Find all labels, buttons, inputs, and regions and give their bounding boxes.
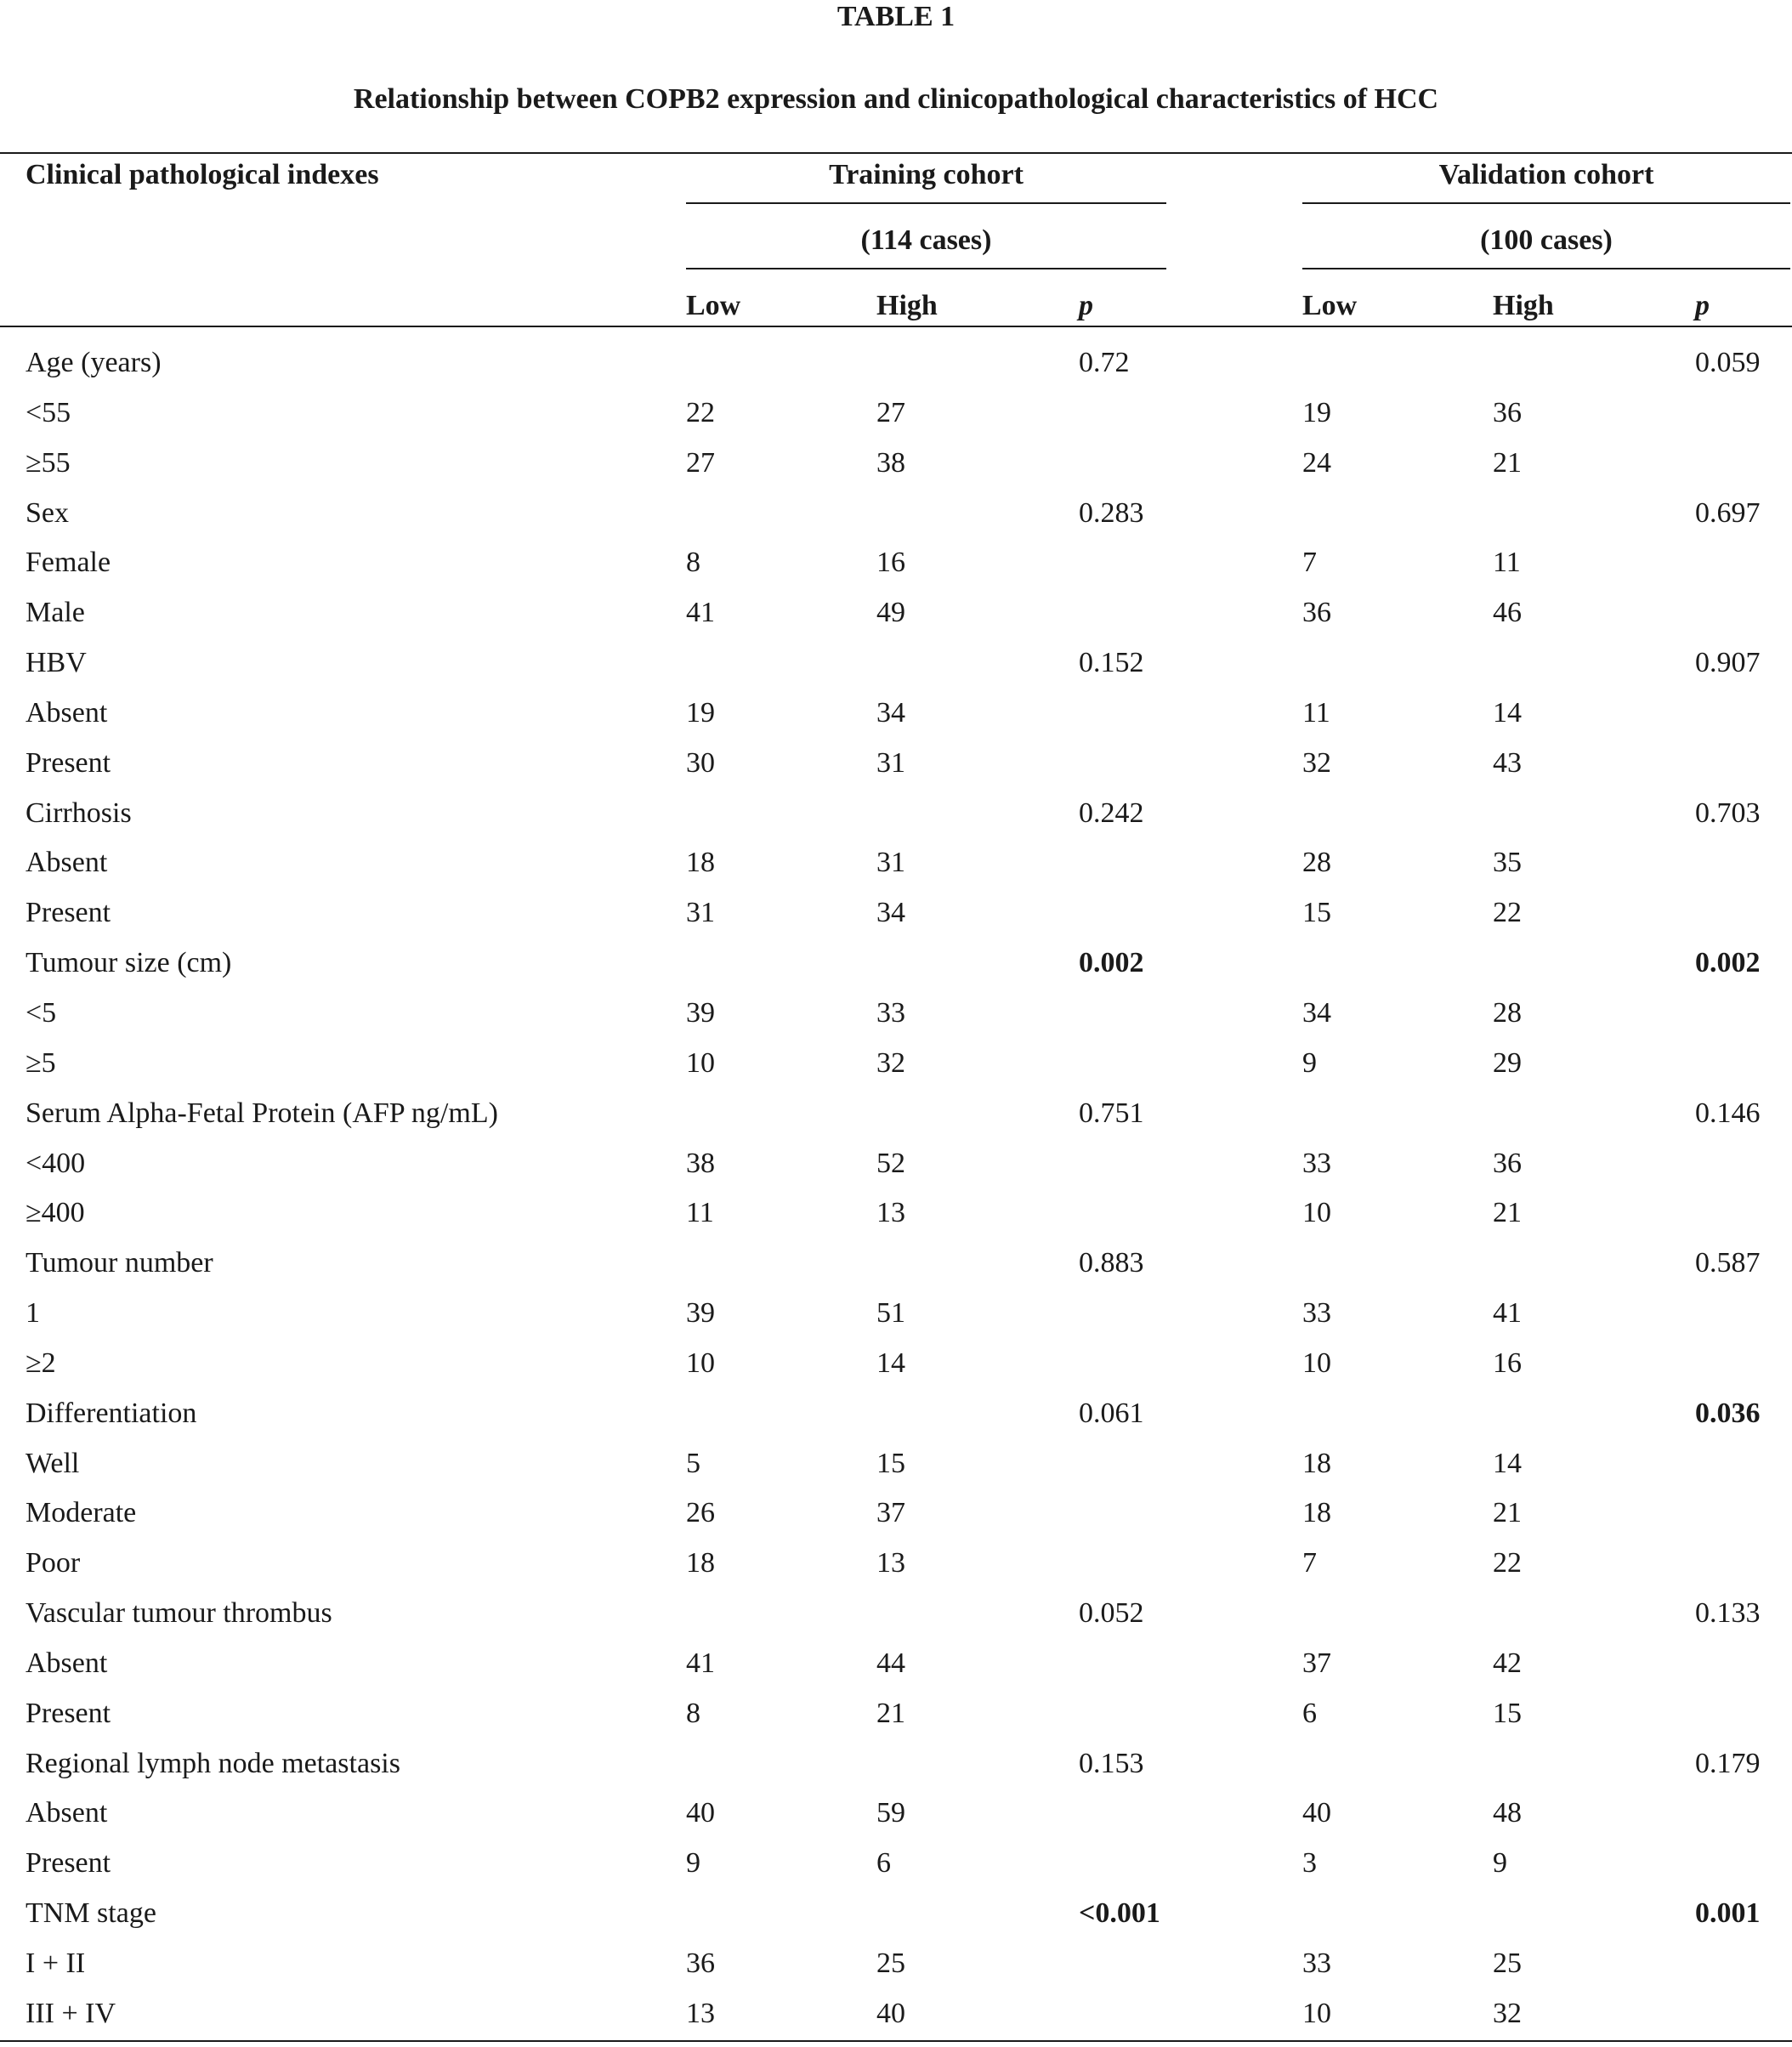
table-row (0, 1596, 1792, 1647)
table-row (0, 946, 1792, 996)
table-row (0, 1846, 1792, 1897)
row-label: III + IV (26, 1997, 116, 2029)
training-high-cell: 40 (876, 1997, 905, 2029)
validation-high-cell: 14 (1493, 696, 1522, 729)
table-caption: Relationship between COPB2 expression and clinicopathological characteristics of HCC (353, 83, 1439, 115)
training-low-cell: 13 (686, 1997, 715, 2029)
training-high-cell: 6 (876, 1847, 891, 1880)
training-low-cell: 41 (686, 597, 715, 629)
training-high-cell: 31 (876, 847, 905, 879)
training-high-cell: 31 (876, 746, 905, 779)
row-label: <55 (26, 396, 71, 428)
training-low-cell: 26 (686, 1497, 715, 1529)
row-label: Absent (26, 696, 108, 729)
table-row (0, 996, 1792, 1046)
index-column-header: Clinical pathological indexes (26, 159, 379, 190)
row-label: HBV (26, 647, 87, 679)
validation-low-cell: 34 (1302, 996, 1331, 1029)
training-p-cell: 0.061 (1079, 1397, 1144, 1429)
row-label: ≥55 (26, 446, 71, 479)
training-p-header: p (1079, 290, 1093, 321)
training-high-cell: 34 (876, 897, 905, 929)
validation-high-cell: 15 (1493, 1697, 1522, 1729)
training-low-cell: 39 (686, 1297, 715, 1330)
row-label: Female (26, 547, 111, 579)
row-label: Moderate (26, 1497, 137, 1529)
training-cases-underline (686, 268, 1166, 269)
validation-p-cell: 0.001 (1695, 1897, 1761, 1930)
training-high-cell: 21 (876, 1697, 905, 1729)
table-row (0, 1447, 1792, 1497)
validation-low-cell: 33 (1302, 1297, 1331, 1330)
table-row (0, 1796, 1792, 1846)
validation-low-cell: 11 (1302, 696, 1330, 729)
table-row (0, 646, 1792, 696)
training-p-cell: <0.001 (1079, 1897, 1160, 1930)
table-row (0, 496, 1792, 547)
top-rule (0, 152, 1792, 154)
table-row (0, 1697, 1792, 1747)
training-low-cell: 8 (686, 547, 700, 579)
validation-high-cell: 22 (1493, 1547, 1522, 1579)
header-bottom-rule (0, 326, 1792, 327)
validation-high-header: High (1493, 290, 1554, 321)
table-row (0, 1246, 1792, 1296)
validation-p-cell: 0.703 (1695, 797, 1761, 829)
row-label: Regional lymph node metastasis (26, 1747, 400, 1779)
training-low-cell: 30 (686, 746, 715, 779)
training-low-cell: 10 (686, 1347, 715, 1379)
row-label: Vascular tumour thrombus (26, 1597, 332, 1630)
validation-low-cell: 33 (1302, 1147, 1331, 1179)
validation-high-cell: 48 (1493, 1797, 1522, 1829)
table-row (0, 1097, 1792, 1147)
validation-low-cell: 3 (1302, 1847, 1317, 1880)
row-label: <400 (26, 1147, 86, 1179)
training-low-cell: 22 (686, 396, 715, 428)
training-low-header: Low (686, 290, 741, 321)
table-row (0, 696, 1792, 746)
training-low-cell: 41 (686, 1647, 715, 1679)
training-low-cell: 11 (686, 1197, 714, 1229)
table-row (0, 1496, 1792, 1546)
validation-low-cell: 19 (1302, 396, 1331, 428)
training-high-cell: 37 (876, 1497, 905, 1529)
validation-low-cell: 6 (1302, 1697, 1317, 1729)
validation-high-cell: 16 (1493, 1347, 1522, 1379)
table-row (0, 1046, 1792, 1097)
row-label: Tumour size (cm) (26, 947, 232, 979)
training-low-cell: 18 (686, 847, 715, 879)
validation-low-cell: 36 (1302, 597, 1331, 629)
validation-low-cell: 40 (1302, 1797, 1331, 1829)
training-low-cell: 18 (686, 1547, 715, 1579)
validation-high-cell: 36 (1493, 1147, 1522, 1179)
validation-cohort-underline (1302, 202, 1790, 204)
validation-high-cell: 35 (1493, 847, 1522, 879)
row-label: ≥400 (26, 1197, 85, 1229)
row-label: Present (26, 897, 111, 929)
training-cohort-underline (686, 202, 1166, 204)
validation-p-cell: 0.179 (1695, 1747, 1761, 1779)
validation-high-cell: 21 (1493, 1197, 1522, 1229)
row-label: Poor (26, 1547, 81, 1579)
training-high-cell: 15 (876, 1447, 905, 1479)
validation-cohort-header: Validation cohort (1438, 159, 1654, 190)
validation-high-cell: 22 (1493, 897, 1522, 929)
table-body (0, 346, 1792, 2047)
validation-high-cell: 21 (1493, 446, 1522, 479)
table-row (0, 1947, 1792, 1997)
row-label: Present (26, 746, 111, 779)
validation-high-cell: 25 (1493, 1948, 1522, 1979)
training-high-cell: 52 (876, 1147, 905, 1179)
row-label: ≥5 (26, 1046, 56, 1079)
validation-low-cell: 10 (1302, 1347, 1331, 1379)
validation-high-cell: 28 (1493, 996, 1522, 1029)
validation-low-cell: 18 (1302, 1497, 1331, 1529)
validation-low-cell: 9 (1302, 1046, 1317, 1079)
row-label: I + II (26, 1948, 86, 1979)
training-p-cell: 0.883 (1079, 1247, 1144, 1279)
validation-high-cell: 29 (1493, 1046, 1522, 1079)
table-row (0, 446, 1792, 496)
validation-low-cell: 10 (1302, 1197, 1331, 1229)
row-label: ≥2 (26, 1347, 56, 1379)
validation-p-cell: 0.587 (1695, 1247, 1761, 1279)
validation-p-cell: 0.907 (1695, 647, 1761, 679)
row-label: Serum Alpha-Fetal Protein (AFP ng/mL) (26, 1097, 498, 1129)
row-label: <5 (26, 996, 57, 1029)
training-p-cell: 0.283 (1079, 496, 1144, 529)
table-row (0, 846, 1792, 896)
table-row (0, 1347, 1792, 1397)
row-label: Absent (26, 1647, 108, 1679)
row-label: Absent (26, 1797, 108, 1829)
training-p-cell: 0.72 (1079, 347, 1130, 378)
table-row (0, 596, 1792, 646)
row-label: 1 (26, 1297, 40, 1330)
validation-high-cell: 42 (1493, 1647, 1522, 1679)
training-low-cell: 10 (686, 1046, 715, 1079)
table-row (0, 1997, 1792, 2047)
validation-high-cell: 43 (1493, 746, 1522, 779)
training-low-cell: 5 (686, 1447, 700, 1479)
training-p-cell: 0.242 (1079, 797, 1144, 829)
validation-low-cell: 32 (1302, 746, 1331, 779)
table-row (0, 896, 1792, 946)
row-label: Cirrhosis (26, 797, 132, 829)
validation-low-cell: 18 (1302, 1447, 1331, 1479)
validation-high-cell: 11 (1493, 547, 1521, 579)
training-high-cell: 16 (876, 547, 905, 579)
row-label: Age (years) (26, 347, 162, 378)
table-row (0, 1897, 1792, 1947)
validation-cases-header: (100 cases) (1480, 224, 1613, 256)
training-high-cell: 38 (876, 446, 905, 479)
validation-low-cell: 15 (1302, 897, 1331, 929)
validation-cases-underline (1302, 268, 1790, 269)
validation-low-cell: 37 (1302, 1647, 1331, 1679)
validation-p-cell: 0.697 (1695, 496, 1761, 529)
validation-high-cell: 46 (1493, 597, 1522, 629)
training-high-cell: 59 (876, 1797, 905, 1829)
training-high-cell: 33 (876, 996, 905, 1029)
table-row (0, 746, 1792, 797)
validation-high-cell: 41 (1493, 1297, 1522, 1330)
row-label: Well (26, 1447, 80, 1479)
training-high-cell: 49 (876, 597, 905, 629)
validation-low-cell: 33 (1302, 1948, 1331, 1979)
training-low-cell: 8 (686, 1697, 700, 1729)
training-low-cell: 38 (686, 1147, 715, 1179)
table-row (0, 1747, 1792, 1797)
row-label: Sex (26, 496, 69, 529)
validation-p-header: p (1695, 290, 1710, 321)
training-low-cell: 27 (686, 446, 715, 479)
training-p-cell: 0.153 (1079, 1747, 1144, 1779)
training-p-cell: 0.152 (1079, 647, 1144, 679)
validation-p-cell: 0.059 (1695, 347, 1761, 378)
table-row (0, 1546, 1792, 1596)
validation-low-header: Low (1302, 290, 1358, 321)
table-row (0, 1397, 1792, 1447)
training-high-cell: 14 (876, 1347, 905, 1379)
training-low-cell: 39 (686, 996, 715, 1029)
validation-low-cell: 10 (1302, 1997, 1331, 2029)
table-row (0, 396, 1792, 446)
training-cases-header: (114 cases) (860, 224, 992, 256)
row-label: Male (26, 597, 85, 629)
row-label: TNM stage (26, 1897, 156, 1930)
table-row (0, 1196, 1792, 1246)
row-label: Present (26, 1847, 111, 1880)
training-cohort-header: Training cohort (829, 159, 1024, 190)
validation-high-cell: 36 (1493, 396, 1522, 428)
validation-p-cell: 0.146 (1695, 1097, 1761, 1129)
row-label: Tumour number (26, 1247, 213, 1279)
validation-low-cell: 7 (1302, 547, 1317, 579)
table-row (0, 797, 1792, 847)
training-high-cell: 44 (876, 1647, 905, 1679)
table-row (0, 346, 1792, 396)
validation-p-cell: 0.133 (1695, 1597, 1761, 1630)
training-p-cell: 0.002 (1079, 947, 1144, 979)
training-high-cell: 25 (876, 1948, 905, 1979)
validation-p-cell: 0.002 (1695, 947, 1761, 979)
validation-low-cell: 24 (1302, 446, 1331, 479)
training-high-cell: 13 (876, 1547, 905, 1579)
validation-p-cell: 0.036 (1695, 1397, 1761, 1429)
table-row (0, 546, 1792, 596)
training-high-cell: 32 (876, 1046, 905, 1079)
validation-high-cell: 32 (1493, 1997, 1522, 2029)
validation-high-cell: 21 (1493, 1497, 1522, 1529)
training-high-header: High (876, 290, 938, 321)
training-high-cell: 34 (876, 696, 905, 729)
validation-high-cell: 9 (1493, 1847, 1507, 1880)
row-label: Absent (26, 847, 108, 879)
table-row (0, 1296, 1792, 1347)
table-row (0, 1647, 1792, 1697)
table-label: TABLE 1 (836, 1, 956, 32)
training-p-cell: 0.751 (1079, 1097, 1144, 1129)
validation-high-cell: 14 (1493, 1447, 1522, 1479)
training-low-cell: 40 (686, 1797, 715, 1829)
row-label: Present (26, 1697, 111, 1729)
validation-low-cell: 7 (1302, 1547, 1317, 1579)
training-low-cell: 9 (686, 1847, 700, 1880)
table-row (0, 1147, 1792, 1197)
training-p-cell: 0.052 (1079, 1597, 1144, 1630)
training-low-cell: 19 (686, 696, 715, 729)
training-high-cell: 13 (876, 1197, 905, 1229)
row-label: Differentiation (26, 1397, 197, 1429)
training-low-cell: 31 (686, 897, 715, 929)
training-low-cell: 36 (686, 1948, 715, 1979)
bottom-rule (0, 2040, 1792, 2042)
training-high-cell: 27 (876, 396, 905, 428)
validation-low-cell: 28 (1302, 847, 1331, 879)
training-high-cell: 51 (876, 1297, 905, 1330)
